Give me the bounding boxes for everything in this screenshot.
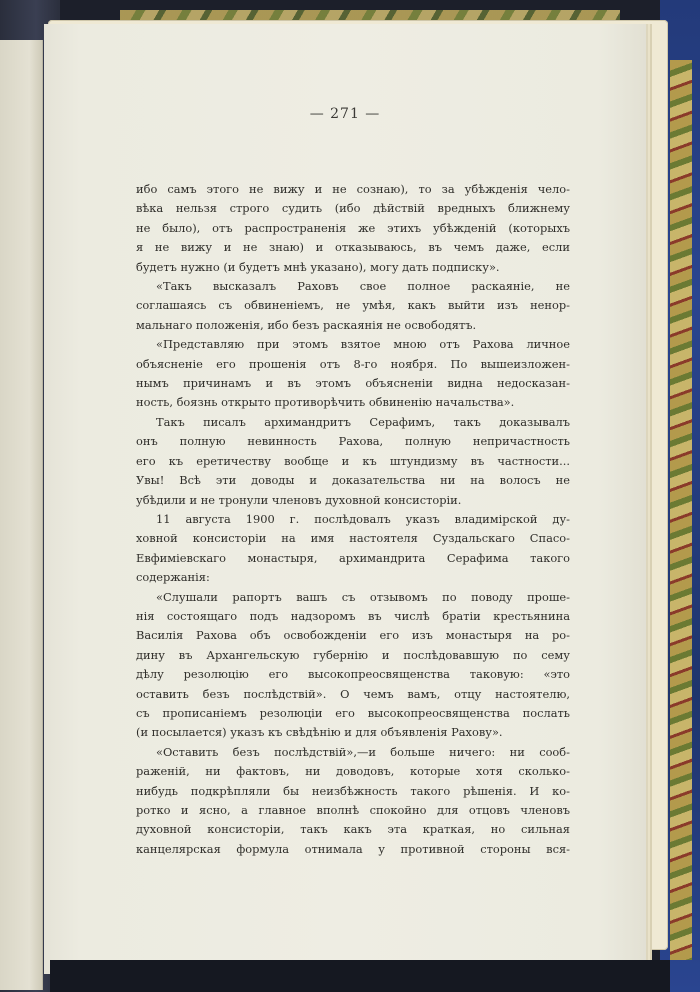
text-line: объясненіе его прошенія отъ 8-го ноября. По вышеизложен- [136, 356, 570, 371]
page-text-body [136, 180, 570, 859]
text-line: Увы! Всѣ эти доводы и доказательства ни на волосъ не [136, 473, 570, 488]
text-line: духовной консисторіи, такъ какъ эта краткая, но сильная [136, 822, 570, 837]
text-line: Такъ писалъ архимандритъ Серафимъ, такъ доказывалъ [156, 414, 570, 429]
text-line: нибудь подкрѣпляли бы неизбѣжность такого рѣшенія. И ко- [136, 783, 570, 798]
text-line: не было), отъ распространенія же этихъ убѣжденій (которыхъ [136, 220, 570, 235]
text-line: Евфиміевскаго монастыря, архимандрита Серафима такого [136, 550, 570, 565]
marbled-endpaper-right [670, 60, 692, 960]
text-line: (и посылается) указъ къ свѣдѣнію и для объявленія Рахову». [136, 725, 503, 740]
text-line: дину въ Архангельскую губернію и послѣдовавшую по сему [136, 647, 570, 662]
text-line: онъ полную невинность Рахова, полную непричастность [136, 434, 570, 449]
text-line: «Такъ высказалъ Раховъ свое полное раскаяніе, не [156, 279, 570, 294]
text-line: раженій, ни фактовъ, ни доводовъ, которые хотя сколько- [136, 764, 570, 779]
text-line: его къ еретичеству вообще и къ штундизму въ частности... [136, 453, 570, 468]
text-line: съ прописаніемъ резолюціи его высокопреосвященства послать [136, 705, 570, 720]
text-line: нія состоящаго подъ надзоромъ въ числѣ братіи крестьянина [136, 608, 570, 623]
text-line: канцелярская формула отнимала у противной стороны вся- [136, 841, 570, 856]
text-line: убѣдили и не тронули членовъ духовной консисторіи. [136, 492, 462, 507]
text-line: вѣка нельзя строго судить (ибо дѣйствій вредныхъ ближнему [136, 201, 570, 216]
text-line: «Представляю при этомъ взятое мною отъ Рахова личное [156, 337, 570, 352]
text-line: «Слушали рапортъ вашъ съ отзывомъ по поводу проше- [156, 589, 570, 604]
text-line: ибо самъ этого не вижу и не сознаю), то за убѣжденія чело- [136, 182, 570, 196]
text-line: ховной консисторіи на имя настоятеля Суздальскаго Спасо- [136, 531, 570, 546]
text-line: ротко и ясно, а главное вполнѣ спокойно для отцовъ членовъ [136, 803, 570, 817]
text-line: дѣлу резолюцію его высокопреосвященства таковую: «это [136, 667, 570, 682]
text-line: Василія Рахова объ освобожденіи его изъ монастыря на ро- [136, 628, 570, 643]
text-line: нымъ причинамъ и въ этомъ объясненіи видна недосказан- [136, 376, 570, 391]
text-line: содержанія: [136, 570, 210, 585]
text-line: 11 августа 1900 г. послѣдовалъ указъ владимірской ду- [156, 511, 570, 526]
book-bottom-edge [50, 960, 670, 992]
page-number: — 271 — [309, 106, 381, 122]
text-line: «Оставить безъ послѣдствій»,—и больше ничего: ни сооб- [156, 744, 570, 759]
text-line: соглашаясь съ обвиненіемъ, не умѣя, какъ выйти изъ ненор- [136, 298, 570, 313]
text-line: будетъ нужно (и будетъ мнѣ указано), могу дать подписку». [136, 259, 500, 274]
text-line: мальнаго положенія, ибо безъ раскаянія не освободятъ. [136, 317, 477, 332]
text-line: оставить безъ послѣдствій». О чемъ вамъ, отцу настоятелю, [136, 686, 570, 701]
book-page [44, 24, 646, 974]
text-line: ность, боязнь открыто противорѣчить обвиненію начальства». [136, 395, 515, 410]
facing-page-edge [0, 40, 43, 990]
text-line: я не вижу и не знаю) и отказываюсь, въ чемъ даже, если [136, 240, 570, 255]
